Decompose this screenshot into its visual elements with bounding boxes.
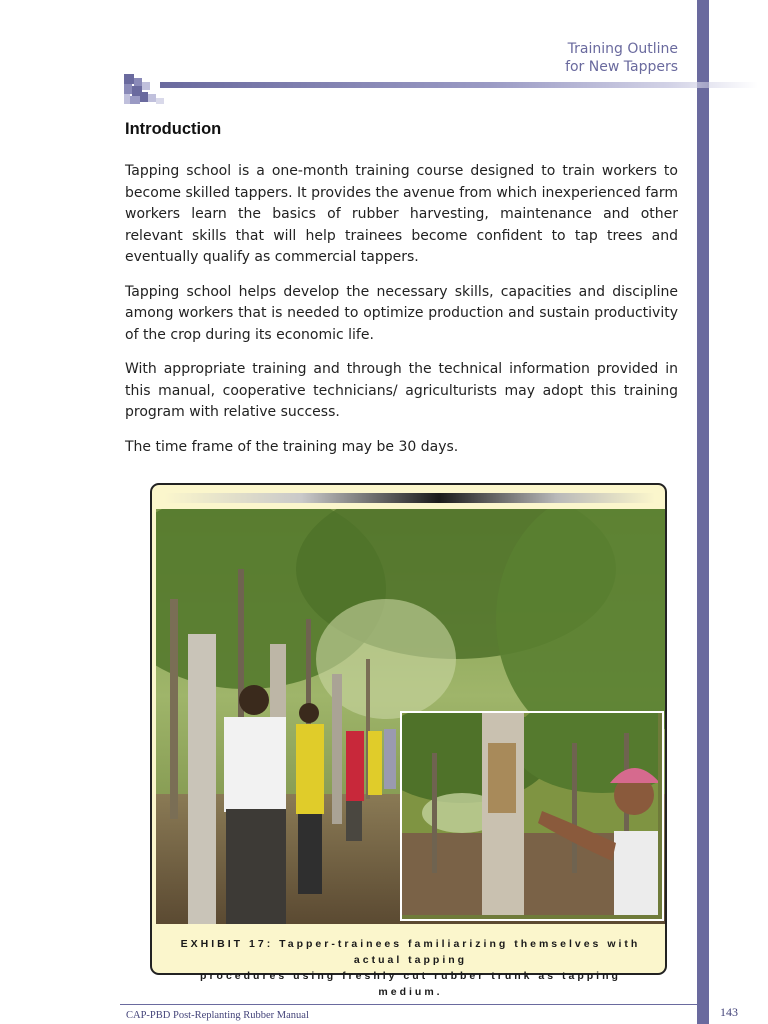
exhibit-box: [150, 483, 667, 998]
exhibit-photo-rubber-plantation: [156, 509, 665, 924]
header-line-1: Training Outline: [567, 41, 678, 57]
exhibit-caption: [170, 936, 651, 1000]
right-margin-bar: [697, 0, 709, 1024]
footer-rule: [120, 1004, 697, 1005]
footer-manual-title: CAP-PBD Post-Replanting Rubber Manual: [126, 1010, 309, 1021]
paragraph-3: With appropriate training and through the technical information provided in this manual, cooperative technicians/ agriculturists may adopt this training program with relative success.: [125, 361, 678, 420]
page-number: 143: [720, 1005, 738, 1019]
paragraph-4: The time frame of the training may be 30 days.: [125, 438, 459, 455]
exhibit-gradient-bar: [164, 493, 655, 503]
main-content: [125, 120, 678, 471]
exhibit-inset-photo-tapping-closeup: [400, 711, 664, 921]
exhibit-caption-line-1: EXHIBIT 17: Tapper-trainees familiarizing themselves with actual tapping: [180, 938, 641, 966]
paragraph-2: Tapping school helps develop the necessary skills, capacities and discipline among workers that is needed to optimize production and sustain productivity of the crop during its economic life.: [125, 283, 678, 343]
section-title: Introduction: [125, 120, 222, 138]
exhibit-caption-line-2: procedures using freshly cut rubber trunk as tapping medium.: [200, 970, 621, 998]
header-line-2: for New Tappers: [565, 59, 678, 75]
header-rule: [160, 82, 758, 88]
paragraph-1: Tapping school is a one-month training course designed to train workers to become skilled tappers. It provides the avenue from which inexperienced farm workers learn the basics of rubber harvesting, maintenance and other relevant skills that will help trainees become confident to tap trees and eventually qualify as commercial tappers.: [125, 163, 678, 265]
running-header: [565, 40, 678, 76]
header-pixel-logo-icon: [124, 74, 168, 106]
